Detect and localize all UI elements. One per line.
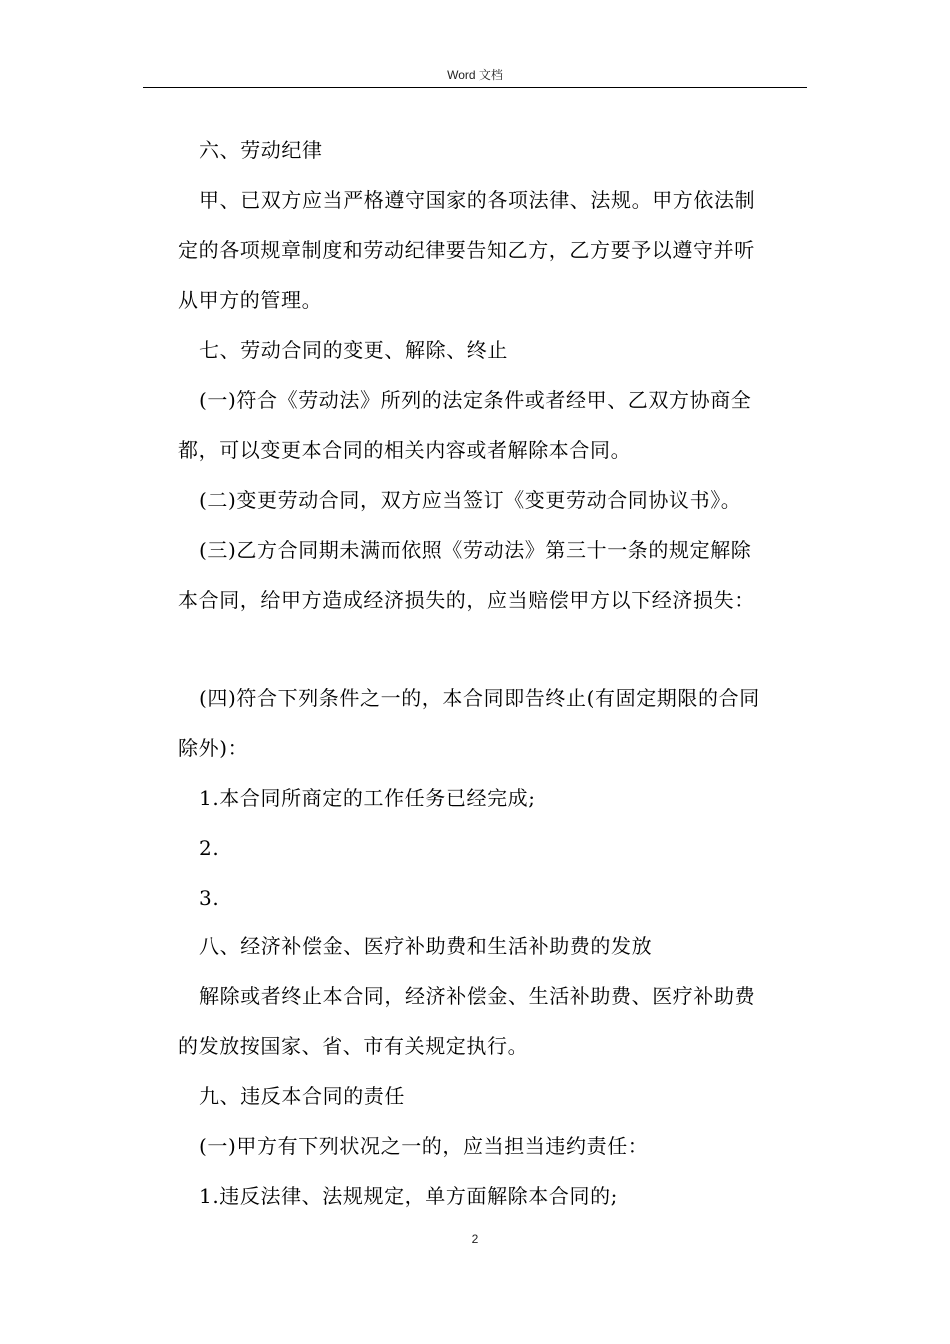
header-title: Word 文档	[447, 68, 503, 82]
paragraph-line: (二)变更劳动合同，双方应当签订《变更劳动合同协议书》。	[199, 488, 742, 512]
list-item: 2.	[199, 836, 220, 860]
section-heading-compensation: 八、经济补偿金、医疗补助费和生活补助费的发放	[199, 934, 653, 958]
paragraph-line: 除外)：	[178, 736, 249, 760]
paragraph-line: (三)乙方合同期未满而依照《劳动法》第三十一条的规定解除	[199, 538, 752, 562]
list-item: 1.违反法律、法规规定，单方面解除本合同的;	[199, 1184, 619, 1208]
paragraph-line: (四)符合下列条件之一的，本合同即告终止(有固定期限的合同	[199, 686, 760, 710]
section-heading-labor-discipline: 六、劳动纪律	[199, 138, 323, 162]
paragraph-line: (一)甲方有下列状况之一的，应当担当违约责任：	[199, 1134, 649, 1158]
list-item: 3.	[199, 886, 220, 910]
section-heading-liability: 九、违反本合同的责任	[199, 1084, 405, 1108]
list-item: 1.本合同所商定的工作任务已经完成;	[199, 786, 536, 810]
paragraph-line: 定的各项规章制度和劳动纪律要告知乙方，乙方要予以遵守并听	[178, 238, 755, 262]
paragraph-line: 甲、已双方应当严格遵守国家的各项法律、法规。甲方依法制	[199, 188, 756, 212]
paragraph-line: (一)符合《劳动法》所列的法定条件或者经甲、乙双方协商全	[199, 388, 752, 412]
header-divider	[143, 87, 807, 88]
paragraph-line: 的发放按国家、省、市有关规定执行。	[178, 1034, 529, 1058]
section-heading-contract-change: 七、劳动合同的变更、解除、终止	[199, 338, 508, 362]
paragraph-line: 解除或者终止本合同，经济补偿金、生活补助费、医疗补助费	[199, 984, 756, 1008]
page-number: 2	[471, 1232, 479, 1246]
paragraph-line: 都，可以变更本合同的相关内容或者解除本合同。	[178, 438, 632, 462]
paragraph-line: 从甲方的管理。	[178, 288, 323, 312]
paragraph-line: 本合同，给甲方造成经济损失的，应当赔偿甲方以下经济损失：	[178, 588, 755, 612]
